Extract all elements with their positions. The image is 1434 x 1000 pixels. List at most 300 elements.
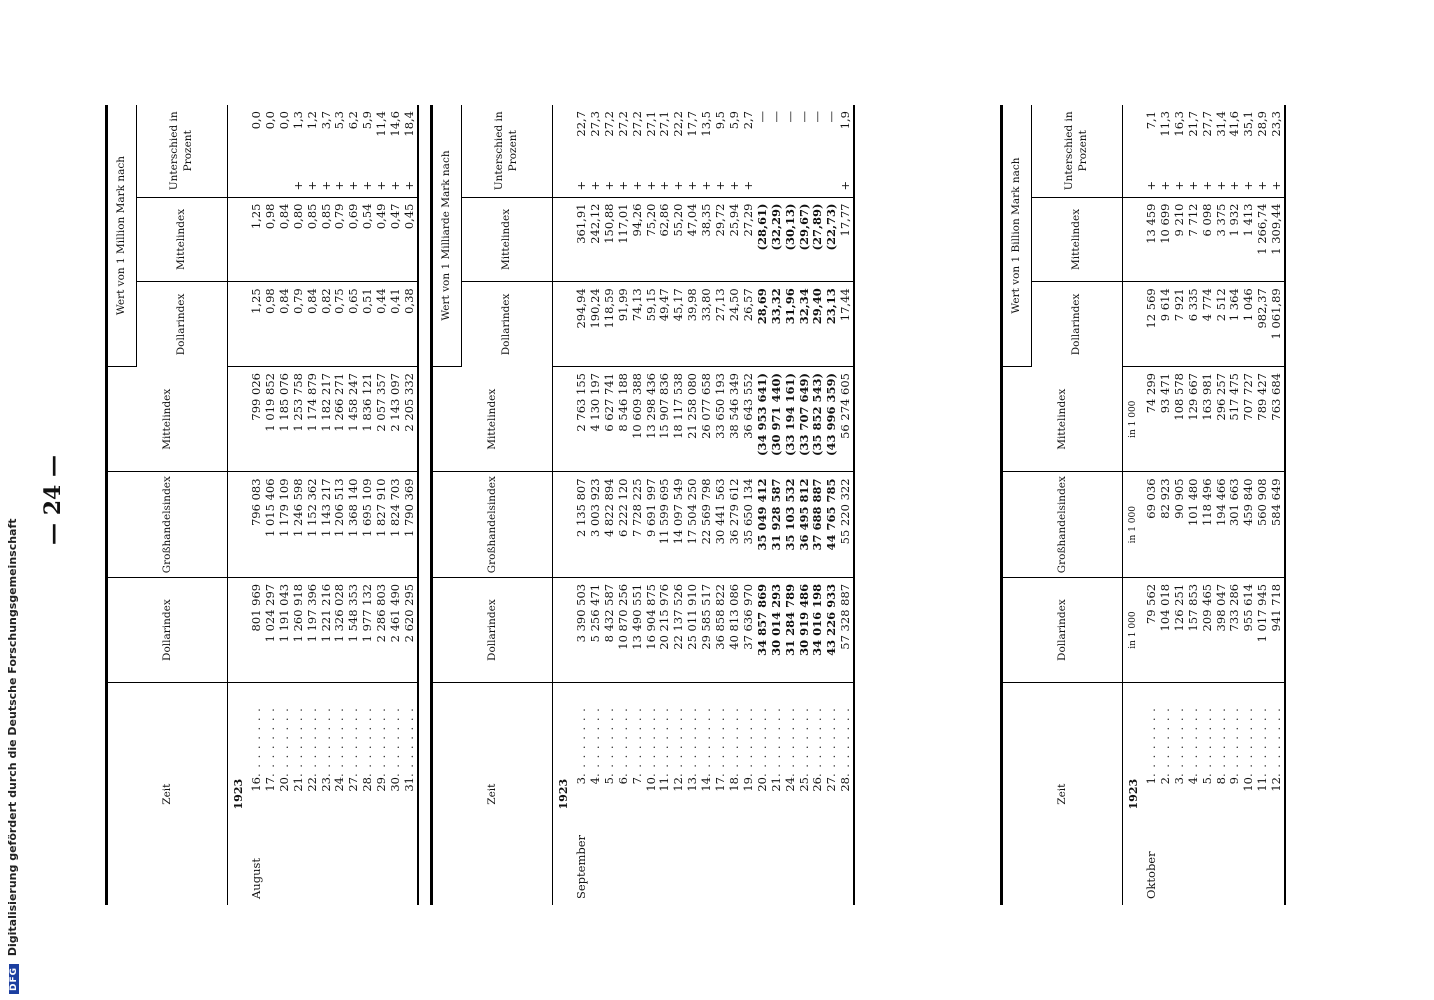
mittelindex-cell: (34 953 641) [756, 367, 770, 472]
dollarindex-cell: 398 047 [1215, 577, 1229, 682]
leader-dots: . . . . . . . . [318, 707, 333, 777]
unit-row [1123, 105, 1146, 905]
date-cell [728, 683, 742, 905]
difference-sign: + [332, 180, 347, 191]
grosshandelsindex-cell: 118 496 [1201, 472, 1215, 577]
dollarindex-cell: 104 018 [1159, 577, 1173, 682]
difference-value: 3,7 [318, 111, 333, 130]
day-label: 20 [754, 777, 769, 792]
data-table [105, 105, 419, 905]
day-label: 27 [824, 777, 839, 792]
value-dollarindex-cell: 0,98 [264, 282, 278, 367]
date-cell [1201, 683, 1215, 905]
grosshandelsindex-cell: 1 824 703 [389, 472, 403, 577]
grosshandelsindex-cell: 44 765 785 [825, 472, 839, 577]
difference-value: — [782, 111, 797, 123]
digitization-credit-text: Digitalisierung gefördert durch die Deutsche Forschungsgemeinschaft [6, 518, 19, 957]
leader-dots: . . . . . . . . [1255, 707, 1270, 777]
mittelindex-cell: 33 650 193 [714, 367, 728, 472]
difference-cell [658, 105, 672, 197]
date-cell [617, 683, 631, 905]
table-row [1159, 105, 1173, 905]
leader-dots: . . . . . . . . [1199, 707, 1214, 777]
header-zeit: Zeit [1002, 683, 1123, 905]
grosshandelsindex-cell: 101 480 [1187, 472, 1201, 577]
day-label: 19 [740, 777, 755, 792]
difference-cell [1215, 105, 1229, 197]
value-dollarindex-cell: 33,80 [700, 282, 714, 367]
difference-value: 21,7 [1185, 111, 1200, 137]
header-grosshandelsindex: Großhandelsindex [107, 472, 228, 577]
difference-cell [1173, 105, 1187, 197]
date-cell [278, 683, 292, 905]
day-label: 24 [332, 777, 347, 792]
table-row [1228, 105, 1242, 905]
table-row [403, 105, 418, 905]
value-dollarindex-cell: 982,37 [1256, 282, 1270, 367]
unit-spacer [228, 105, 251, 197]
unit-label: in 1 000 [1123, 367, 1146, 472]
value-mittelindex-cell: 1,25 [250, 197, 264, 282]
mittelindex-cell: 1 174 879 [306, 367, 320, 472]
leader-dots: . . . . . . . . [276, 707, 291, 777]
date-cell [1270, 683, 1285, 905]
difference-cell [784, 105, 798, 197]
mittelindex-cell: (33 194 161) [784, 367, 798, 472]
value-dollarindex-cell: 26,57 [742, 282, 756, 367]
difference-value: 16,3 [1171, 111, 1186, 137]
dollarindex-cell: 1 260 918 [292, 577, 306, 682]
value-dollarindex-cell: 294,94 [575, 282, 589, 367]
date-cell [320, 683, 334, 905]
date-cell [631, 683, 645, 905]
day-label: 4 [1185, 777, 1200, 785]
mittelindex-cell: 129 667 [1187, 367, 1201, 472]
difference-sign: + [1213, 180, 1228, 191]
difference-value: 27,2 [629, 111, 644, 137]
value-dollarindex-cell: 0,65 [347, 282, 361, 367]
date-cell [1256, 683, 1270, 905]
difference-value: 1,3 [290, 111, 305, 130]
unit-spacer [1123, 197, 1146, 282]
leader-dots: . . . . . . . . [726, 707, 741, 777]
difference-sign: + [713, 180, 728, 191]
mittelindex-cell: 163 981 [1201, 367, 1215, 472]
mittelindex-cell: 1 253 758 [292, 367, 306, 472]
mittelindex-cell: 517 475 [1228, 367, 1242, 472]
grosshandelsindex-cell: 301 663 [1228, 472, 1242, 577]
header-value-dollarindex: Dollarindex [137, 282, 228, 367]
difference-value: 1,9 [838, 111, 853, 130]
value-mittelindex-cell: (30,13) [784, 197, 798, 282]
value-mittelindex-cell: 6 098 [1201, 197, 1215, 282]
value-dollarindex-cell: 1,25 [250, 282, 264, 367]
value-dollarindex-cell: 59,15 [645, 282, 659, 367]
day-label: 17 [262, 777, 277, 792]
difference-value: 27,2 [601, 111, 616, 137]
leader-dots: . . . . . . . . [587, 707, 602, 777]
day-label: 5 [1199, 777, 1214, 785]
value-dollarindex-cell: 24,50 [728, 282, 742, 367]
grosshandelsindex-cell: 36 279 612 [728, 472, 742, 577]
leader-dots: . . . . . . . . [838, 707, 853, 777]
difference-sign: + [318, 180, 333, 191]
header-value-mittelindex: Mittelindex [462, 197, 553, 282]
dollarindex-cell: 3 390 503 [575, 577, 589, 682]
mittelindex-cell: 707 727 [1242, 367, 1256, 472]
difference-sign: + [657, 180, 672, 191]
header-value-dollarindex: Dollarindex [462, 282, 553, 367]
value-mittelindex-cell: 0,47 [389, 197, 403, 282]
difference-cell [575, 105, 589, 197]
value-dollarindex-cell: 1 061,89 [1270, 282, 1285, 367]
difference-cell [250, 105, 264, 197]
date-cell [347, 683, 361, 905]
difference-cell [292, 105, 306, 197]
table-row [742, 105, 756, 905]
leader-dots: . . . . . . . . [824, 707, 839, 777]
difference-sign: + [360, 180, 375, 191]
year-label: 1923 [232, 778, 246, 810]
month-label: Oktober [1144, 851, 1158, 899]
date-cell [375, 683, 389, 905]
unit-spacer [228, 282, 251, 367]
dollarindex-cell: 1 024 297 [264, 577, 278, 682]
leader-dots: . . . . . . . . [1269, 707, 1284, 777]
value-mittelindex-cell: 0,85 [320, 197, 334, 282]
day-label: 4 [587, 777, 602, 785]
difference-sign: + [388, 180, 403, 191]
day-label: 3 [1171, 777, 1186, 785]
value-dollarindex-cell: 45,17 [672, 282, 686, 367]
month-label: September [574, 834, 588, 899]
dollarindex-cell: 31 284 789 [784, 577, 798, 682]
difference-cell [756, 105, 770, 197]
difference-sign: + [1255, 180, 1270, 191]
value-mittelindex-cell: 27,29 [742, 197, 756, 282]
value-dollarindex-cell: 0,38 [403, 282, 418, 367]
dollarindex-cell: 29 585 517 [700, 577, 714, 682]
table-row [631, 105, 645, 905]
difference-value: 17,7 [685, 111, 700, 137]
value-mittelindex-cell: 13 459 [1145, 197, 1159, 282]
difference-cell [617, 105, 631, 197]
day-label: 10 [1241, 777, 1256, 792]
unit-spacer [553, 197, 576, 282]
dfg-logo: DFG [9, 964, 19, 994]
difference-cell [333, 105, 347, 197]
difference-cell [1228, 105, 1242, 197]
difference-value: 27,1 [643, 111, 658, 137]
table-row [672, 105, 686, 905]
leader-dots: . . . . . . . . [360, 707, 375, 777]
value-dollarindex-cell: 0,51 [361, 282, 375, 367]
day-label: 26 [810, 777, 825, 792]
dollarindex-cell: 1 017 945 [1256, 577, 1270, 682]
unit-spacer [228, 197, 251, 282]
leader-dots: . . . . . . . . [1185, 707, 1200, 777]
table-row [250, 105, 264, 905]
value-mittelindex-cell: 38,35 [700, 197, 714, 282]
grosshandelsindex-cell: 1 015 406 [264, 472, 278, 577]
mittelindex-cell: 4 130 197 [589, 367, 603, 472]
difference-value: 27,3 [587, 111, 602, 137]
date-cell [839, 683, 854, 905]
date-cell [1228, 683, 1242, 905]
value-mittelindex-cell: 242,12 [589, 197, 603, 282]
mittelindex-cell: 74 299 [1145, 367, 1159, 472]
table-row [700, 105, 714, 905]
dollarindex-cell: 126 251 [1173, 577, 1187, 682]
dollarindex-cell: 34 016 198 [811, 577, 825, 682]
header-zeit: Zeit [432, 683, 553, 905]
value-mittelindex-cell: 62,86 [658, 197, 672, 282]
mittelindex-cell: 2 763 155 [575, 367, 589, 472]
leader-dots: . . . . . . . . [1241, 707, 1256, 777]
value-dollarindex-cell: 17,44 [839, 282, 854, 367]
unit-label [228, 577, 251, 682]
data-table [1000, 105, 1286, 905]
mittelindex-cell: 36 643 552 [742, 367, 756, 472]
dollarindex-cell: 1 977 132 [361, 577, 375, 682]
day-label: 14 [699, 777, 714, 792]
grosshandelsindex-cell: 69 036 [1145, 472, 1159, 577]
header-value-group: Wert von 1 Milliarde Mark nach [432, 105, 462, 367]
grosshandelsindex-cell: 82 923 [1159, 472, 1173, 577]
mittelindex-cell: 10 609 388 [631, 367, 645, 472]
date-cell [672, 683, 686, 905]
difference-sign: + [838, 180, 853, 191]
difference-cell [389, 105, 403, 197]
dollarindex-cell: 5 256 471 [589, 577, 603, 682]
dollarindex-cell: 30 014 293 [770, 577, 784, 682]
table-row [1215, 105, 1229, 905]
value-dollarindex-cell: 6 335 [1187, 282, 1201, 367]
value-mittelindex-cell: 75,20 [645, 197, 659, 282]
date-cell [811, 683, 825, 905]
table-row [811, 105, 825, 905]
leader-dots: . . . . . . . . [262, 707, 277, 777]
table-row [1270, 105, 1285, 905]
table-row [292, 105, 306, 905]
header-value-group: Wert von 1 Million Mark nach [107, 105, 137, 367]
header-value-mittelindex: Mittelindex [137, 197, 228, 282]
dollarindex-cell: 20 215 976 [658, 577, 672, 682]
leader-dots: . . . . . . . . [1213, 707, 1228, 777]
difference-value: 22,2 [671, 111, 686, 137]
value-mittelindex-cell: 0,79 [333, 197, 347, 282]
day-label: 28 [360, 777, 375, 792]
grosshandelsindex-cell: 1 368 140 [347, 472, 361, 577]
dollarindex-cell: 8 432 587 [603, 577, 617, 682]
table-row [770, 105, 784, 905]
dollarindex-cell: 941 718 [1270, 577, 1285, 682]
difference-cell [645, 105, 659, 197]
date-cell [589, 683, 603, 905]
leader-dots: . . . . . . . . [332, 707, 347, 777]
difference-cell [347, 105, 361, 197]
difference-cell [403, 105, 418, 197]
unit-row [553, 105, 576, 905]
header-difference-percent: Unterschied in Prozent [137, 105, 228, 197]
header-grosshandelsindex: Großhandelsindex [1002, 472, 1123, 577]
dollarindex-cell: 79 562 [1145, 577, 1159, 682]
date-cell [264, 683, 278, 905]
difference-cell [770, 105, 784, 197]
difference-sign: + [1227, 180, 1242, 191]
dollarindex-cell: 22 137 526 [672, 577, 686, 682]
dollarindex-cell: 43 226 933 [825, 577, 839, 682]
leader-dots: . . . . . . . . [374, 707, 389, 777]
value-dollarindex-cell: 39,98 [686, 282, 700, 367]
header-dollarindex: Dollarindex [107, 577, 228, 682]
page-number: — 24 — [40, 455, 66, 545]
dollarindex-cell: 2 461 490 [389, 577, 403, 682]
value-mittelindex-cell: (29,67) [798, 197, 812, 282]
date-cell [756, 683, 770, 905]
difference-cell [589, 105, 603, 197]
date-cell [700, 683, 714, 905]
table-row [1173, 105, 1187, 905]
difference-sign: + [671, 180, 686, 191]
difference-cell [672, 105, 686, 197]
unit-label [553, 367, 576, 472]
table-oktober [1000, 105, 1286, 905]
difference-sign: + [1185, 180, 1200, 191]
header-value-dollarindex: Dollarindex [1032, 282, 1123, 367]
difference-value: 14,6 [388, 111, 403, 137]
value-dollarindex-cell: 0,44 [375, 282, 389, 367]
dollarindex-cell: 209 465 [1201, 577, 1215, 682]
table-row [1242, 105, 1256, 905]
value-dollarindex-cell: 118,59 [603, 282, 617, 367]
value-mittelindex-cell: 25,94 [728, 197, 742, 282]
date-cell [1215, 683, 1229, 905]
day-label: 23 [318, 777, 333, 792]
difference-cell [264, 105, 278, 197]
leader-dots: . . . . . . . . [290, 707, 305, 777]
leader-dots: . . . . . . . . [657, 707, 672, 777]
value-dollarindex-cell: 29,40 [811, 282, 825, 367]
difference-value: 27,2 [615, 111, 630, 137]
dollarindex-cell: 16 904 875 [645, 577, 659, 682]
date-cell [250, 683, 264, 905]
leader-dots: . . . . . . . . [699, 707, 714, 777]
table-row [714, 105, 728, 905]
header-value-mittelindex: Mittelindex [1032, 197, 1123, 282]
value-dollarindex-cell: 91,99 [617, 282, 631, 367]
date-cell [575, 683, 589, 905]
difference-value: 11,3 [1157, 111, 1172, 137]
leader-dots: . . . . . . . . [796, 707, 811, 777]
grosshandelsindex-cell: 1 790 369 [403, 472, 418, 577]
date-cell [403, 683, 418, 905]
value-dollarindex-cell: 0,82 [320, 282, 334, 367]
difference-cell [1159, 105, 1173, 197]
value-mittelindex-cell: 3 375 [1215, 197, 1229, 282]
difference-cell [320, 105, 334, 197]
mittelindex-cell: 2 057 357 [375, 367, 389, 472]
difference-value: 27,7 [1199, 111, 1214, 137]
difference-value: 0,0 [276, 111, 291, 130]
day-label: 10 [643, 777, 658, 792]
value-dollarindex-cell: 1 046 [1242, 282, 1256, 367]
day-label: 5 [601, 777, 616, 785]
difference-sign: + [587, 180, 602, 191]
table-row [361, 105, 375, 905]
difference-value: 11,4 [374, 111, 389, 137]
difference-cell [798, 105, 812, 197]
day-label: 3 [574, 777, 588, 785]
difference-value: — [824, 111, 839, 123]
value-dollarindex-cell: 74,13 [631, 282, 645, 367]
leader-dots: . . . . . . . . [346, 707, 361, 777]
date-cell [798, 683, 812, 905]
value-mittelindex-cell: 17,77 [839, 197, 854, 282]
difference-sign: + [290, 180, 305, 191]
leader-dots: . . . . . . . . [629, 707, 644, 777]
grosshandelsindex-cell: 35 103 532 [784, 472, 798, 577]
difference-sign: + [304, 180, 319, 191]
date-cell [1173, 683, 1187, 905]
value-mittelindex-cell: 361,91 [575, 197, 589, 282]
grosshandelsindex-cell: 11 599 695 [658, 472, 672, 577]
grosshandelsindex-cell: 36 495 812 [798, 472, 812, 577]
leader-dots: . . . . . . . . [754, 707, 769, 777]
grosshandelsindex-cell: 1 827 910 [375, 472, 389, 577]
difference-cell [375, 105, 389, 197]
difference-cell [278, 105, 292, 197]
date-cell [333, 683, 347, 905]
difference-cell [1145, 105, 1159, 197]
difference-value: 35,1 [1241, 111, 1256, 137]
value-dollarindex-cell: 49,47 [658, 282, 672, 367]
value-mittelindex-cell: (28,61) [756, 197, 770, 282]
leader-dots: . . . . . . . . [601, 707, 616, 777]
difference-value: 23,3 [1269, 111, 1284, 137]
grosshandelsindex-cell: 459 840 [1242, 472, 1256, 577]
grosshandelsindex-cell: 1 246 598 [292, 472, 306, 577]
difference-cell [631, 105, 645, 197]
difference-cell [1201, 105, 1215, 197]
difference-sign: + [1269, 180, 1284, 191]
day-label: 28 [838, 777, 853, 792]
date-cell [658, 683, 672, 905]
mittelindex-cell: 799 026 [250, 367, 264, 472]
difference-cell [1256, 105, 1270, 197]
leader-dots: . . . . . . . . [810, 707, 825, 777]
unit-label: in 1 000 [1123, 472, 1146, 577]
table-row [839, 105, 854, 905]
dollarindex-cell: 13 490 551 [631, 577, 645, 682]
value-dollarindex-cell: 7 921 [1173, 282, 1187, 367]
difference-value: 27,1 [657, 111, 672, 137]
digitization-credit [6, 4, 19, 994]
dollarindex-cell: 733 286 [1228, 577, 1242, 682]
day-label: 21 [290, 777, 305, 792]
difference-sign: + [1199, 180, 1214, 191]
value-dollarindex-cell: 4 774 [1201, 282, 1215, 367]
table-row [575, 105, 589, 905]
value-mittelindex-cell: 29,72 [714, 197, 728, 282]
leader-dots: . . . . . . . . [713, 707, 728, 777]
dollarindex-cell: 36 858 822 [714, 577, 728, 682]
difference-sign: + [1241, 180, 1256, 191]
value-dollarindex-cell: 9 614 [1159, 282, 1173, 367]
mittelindex-cell: 15 907 836 [658, 367, 672, 472]
difference-value: 41,6 [1227, 111, 1242, 137]
grosshandelsindex-cell: 30 441 563 [714, 472, 728, 577]
